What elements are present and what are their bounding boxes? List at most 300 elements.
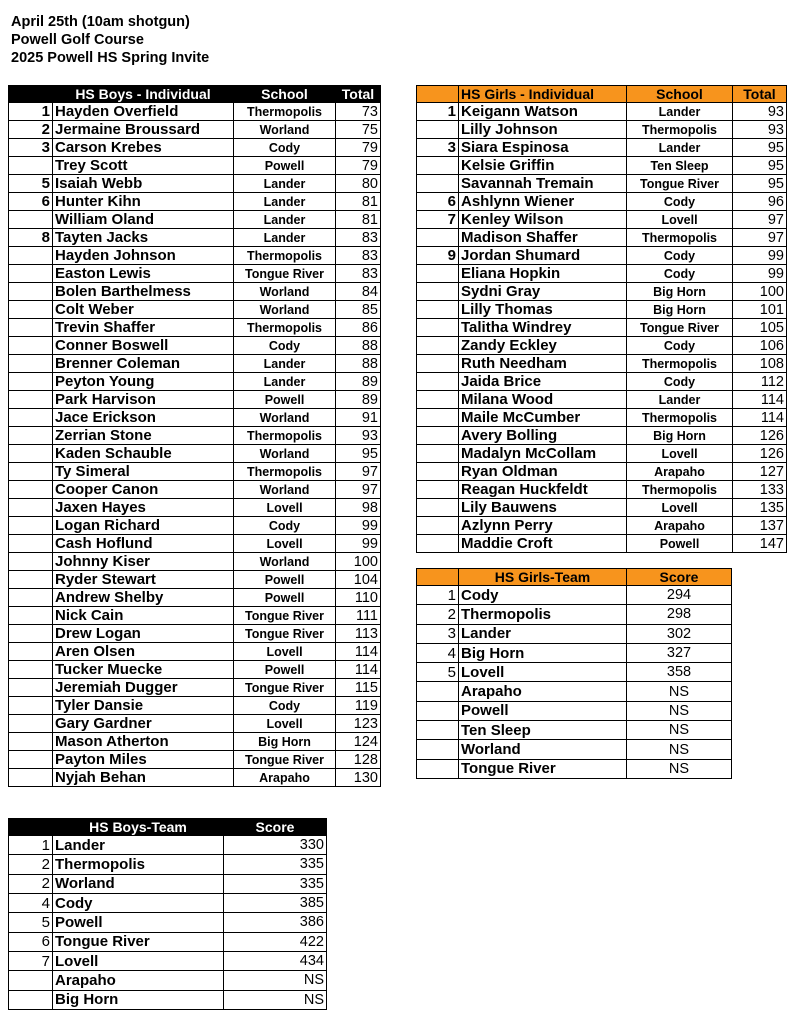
total-cell: 111 [336, 607, 381, 625]
table-row [9, 589, 381, 607]
rank-cell [417, 759, 459, 778]
total-cell: 114 [733, 391, 787, 409]
rank-cell [417, 337, 459, 355]
table-row [9, 211, 381, 229]
school-cell: Powell [234, 589, 336, 607]
table-row [9, 990, 327, 1009]
table-header-row [9, 819, 327, 836]
rank-cell: 7 [417, 211, 459, 229]
rank-cell [9, 409, 53, 427]
rank-cell [417, 391, 459, 409]
school-cell: Lovell [627, 211, 733, 229]
team-cell: Arapaho [53, 971, 224, 990]
table-row [9, 229, 381, 247]
school-cell: Lander [234, 355, 336, 373]
rank-cell [9, 553, 53, 571]
total-cell: 88 [336, 337, 381, 355]
name-cell: Ashlynn Wiener [459, 193, 627, 211]
school-cell: Big Horn [627, 283, 733, 301]
score-cell: NS [627, 701, 732, 720]
score-cell: 330 [224, 836, 327, 855]
table-row [9, 481, 381, 499]
table-row [417, 211, 787, 229]
table-row [417, 624, 732, 643]
total-cell: 95 [336, 445, 381, 463]
name-cell: Cooper Canon [53, 481, 234, 499]
table-header-row [9, 86, 381, 103]
table-row [9, 971, 327, 990]
rank-cell [9, 301, 53, 319]
total-cell: 98 [336, 499, 381, 517]
rank-cell [417, 409, 459, 427]
rank-cell [9, 589, 53, 607]
table-row [417, 463, 787, 481]
name-cell: Jace Erickson [53, 409, 234, 427]
rank-cell: 5 [417, 663, 459, 682]
rank-cell [417, 427, 459, 445]
name-cell: Andrew Shelby [53, 589, 234, 607]
table-row [417, 481, 787, 499]
rank-cell [417, 463, 459, 481]
team-cell: Powell [53, 913, 224, 932]
school-cell: Cody [234, 337, 336, 355]
name-cell: Hunter Kihn [53, 193, 234, 211]
table-row [417, 301, 787, 319]
name-cell: Madison Shaffer [459, 229, 627, 247]
score-cell: NS [224, 990, 327, 1009]
girls-individual-table [416, 85, 787, 553]
name-cell: Mason Atherton [53, 733, 234, 751]
total-cell: 86 [336, 319, 381, 337]
rank-cell: 6 [9, 193, 53, 211]
rank-cell [9, 373, 53, 391]
total-cell: 133 [733, 481, 787, 499]
table-row [9, 517, 381, 535]
rank-cell [9, 283, 53, 301]
table-row [9, 121, 381, 139]
school-cell: Lander [627, 103, 733, 121]
school-cell: Lovell [627, 445, 733, 463]
total-cell: 99 [336, 517, 381, 535]
school-cell: Tongue River [234, 625, 336, 643]
name-cell: Talitha Windrey [459, 319, 627, 337]
school-cell: Tongue River [234, 751, 336, 769]
name-cell: Payton Miles [53, 751, 234, 769]
table-row [417, 103, 787, 121]
name-cell: Carson Krebes [53, 139, 234, 157]
rank-cell: 9 [417, 247, 459, 265]
name-cell: Hayden Overfield [53, 103, 234, 121]
rank-cell [9, 971, 53, 990]
rank-cell [417, 355, 459, 373]
rank-cell: 2 [9, 855, 53, 874]
total-cell: 110 [336, 589, 381, 607]
school-header: School [234, 86, 336, 103]
school-cell: Thermopolis [627, 121, 733, 139]
table-row [9, 337, 381, 355]
rank-cell: 5 [9, 175, 53, 193]
rank-cell [417, 701, 459, 720]
school-cell: Powell [234, 157, 336, 175]
total-cell: 97 [733, 211, 787, 229]
table-row [9, 427, 381, 445]
title-header: HS Boys-Team [53, 819, 224, 836]
rank-cell [417, 283, 459, 301]
team-cell: Lander [459, 624, 627, 643]
total-cell: 104 [336, 571, 381, 589]
rank-cell [417, 499, 459, 517]
name-cell: Conner Boswell [53, 337, 234, 355]
team-cell: Lovell [459, 663, 627, 682]
rank-cell [417, 319, 459, 337]
rank-cell [9, 625, 53, 643]
school-cell: Cody [627, 265, 733, 283]
school-cell: Worland [234, 301, 336, 319]
table-row [9, 697, 381, 715]
table-row [9, 139, 381, 157]
school-cell: Cody [627, 337, 733, 355]
score-cell: 302 [627, 624, 732, 643]
school-cell: Worland [234, 283, 336, 301]
table-row [417, 193, 787, 211]
total-cell: 124 [336, 733, 381, 751]
total-cell: 93 [733, 103, 787, 121]
rank-cell [417, 121, 459, 139]
table-row [417, 535, 787, 553]
rank-cell [417, 535, 459, 553]
total-cell: 101 [733, 301, 787, 319]
rank-cell: 1 [9, 836, 53, 855]
team-cell: Lander [53, 836, 224, 855]
score-cell: 386 [224, 913, 327, 932]
table-row [417, 175, 787, 193]
rank-cell [9, 990, 53, 1009]
table-row [9, 265, 381, 283]
school-cell: Lander [234, 175, 336, 193]
rank-cell: 6 [9, 932, 53, 951]
score-cell: NS [627, 759, 732, 778]
name-cell: Park Harvison [53, 391, 234, 409]
table-row [9, 409, 381, 427]
rank-cell: 1 [9, 103, 53, 121]
rank-cell: 1 [417, 103, 459, 121]
school-cell: Big Horn [627, 427, 733, 445]
total-cell: 83 [336, 229, 381, 247]
name-cell: Savannah Tremain [459, 175, 627, 193]
total-cell: 99 [336, 535, 381, 553]
score-cell: 358 [627, 663, 732, 682]
title-header: HS Girls-Team [459, 569, 627, 586]
school-cell: Worland [234, 481, 336, 499]
rank-cell [417, 265, 459, 283]
rank-cell [9, 697, 53, 715]
name-cell: Trevin Shaffer [53, 319, 234, 337]
table-row [417, 391, 787, 409]
rank-cell [417, 517, 459, 535]
name-cell: Ryder Stewart [53, 571, 234, 589]
rank-cell [417, 481, 459, 499]
table-row [9, 553, 381, 571]
rank-cell [9, 247, 53, 265]
table-row [417, 427, 787, 445]
school-cell: Thermopolis [627, 229, 733, 247]
score-cell: NS [627, 721, 732, 740]
total-cell: 93 [733, 121, 787, 139]
total-cell: 135 [733, 499, 787, 517]
school-cell: Lander [234, 373, 336, 391]
rank-cell [417, 175, 459, 193]
school-cell: Cody [234, 697, 336, 715]
score-cell: 335 [224, 855, 327, 874]
total-cell: 130 [336, 769, 381, 787]
rank-cell [417, 229, 459, 247]
total-cell: 89 [336, 373, 381, 391]
total-cell: 79 [336, 157, 381, 175]
table-row [9, 715, 381, 733]
table-row [417, 643, 732, 662]
rank-header [9, 86, 53, 103]
total-cell: 100 [336, 553, 381, 571]
table-row [417, 121, 787, 139]
name-cell: Logan Richard [53, 517, 234, 535]
rank-cell [9, 211, 53, 229]
total-cell: 112 [733, 373, 787, 391]
rank-cell [9, 265, 53, 283]
table-row [417, 409, 787, 427]
rank-cell [9, 751, 53, 769]
table-row [417, 373, 787, 391]
table-row [9, 283, 381, 301]
school-cell: Big Horn [234, 733, 336, 751]
table-row [417, 682, 732, 701]
school-cell: Thermopolis [627, 409, 733, 427]
team-cell: Powell [459, 701, 627, 720]
total-cell: 126 [733, 427, 787, 445]
rank-cell [417, 740, 459, 759]
event-venue: Powell Golf Course [11, 32, 144, 48]
school-cell: Worland [234, 121, 336, 139]
total-cell: 100 [733, 283, 787, 301]
school-cell: Lander [627, 391, 733, 409]
school-cell: Lovell [627, 499, 733, 517]
table-row [9, 535, 381, 553]
rank-cell [417, 301, 459, 319]
total-cell: 83 [336, 265, 381, 283]
total-cell: 108 [733, 355, 787, 373]
school-cell: Powell [234, 391, 336, 409]
table-row [9, 874, 327, 893]
total-cell: 119 [336, 697, 381, 715]
school-cell: Lander [234, 193, 336, 211]
school-cell: Lovell [234, 499, 336, 517]
total-cell: 97 [336, 463, 381, 481]
total-cell: 99 [733, 247, 787, 265]
name-cell: Keigann Watson [459, 103, 627, 121]
name-cell: Ruth Needham [459, 355, 627, 373]
school-cell: Thermopolis [234, 247, 336, 265]
table-row [9, 175, 381, 193]
school-cell: Ten Sleep [627, 157, 733, 175]
name-cell: Ryan Oldman [459, 463, 627, 481]
rank-cell [417, 373, 459, 391]
name-cell: Easton Lewis [53, 265, 234, 283]
boys-individual-table [8, 85, 381, 787]
rank-cell: 2 [9, 874, 53, 893]
school-cell: Cody [627, 247, 733, 265]
table-row [417, 759, 732, 778]
table-row [9, 733, 381, 751]
rank-cell [9, 661, 53, 679]
table-row [9, 625, 381, 643]
name-cell: Maddie Croft [459, 535, 627, 553]
table-row [9, 499, 381, 517]
name-cell: Maile McCumber [459, 409, 627, 427]
rank-cell: 1 [417, 586, 459, 605]
table-row [417, 247, 787, 265]
rank-cell [9, 715, 53, 733]
school-cell: Cody [234, 517, 336, 535]
name-cell: Jordan Shumard [459, 247, 627, 265]
school-cell: Thermopolis [234, 103, 336, 121]
name-cell: Jeremiah Dugger [53, 679, 234, 697]
team-cell: Ten Sleep [459, 721, 627, 740]
school-cell: Tongue River [627, 319, 733, 337]
girls-team-table [416, 568, 732, 779]
total-cell: 73 [336, 103, 381, 121]
total-cell: 127 [733, 463, 787, 481]
name-cell: Lilly Johnson [459, 121, 627, 139]
team-cell: Lovell [53, 951, 224, 970]
total-cell: 84 [336, 283, 381, 301]
table-header-row [417, 86, 787, 103]
rank-cell [9, 157, 53, 175]
table-row [417, 157, 787, 175]
total-cell: 128 [336, 751, 381, 769]
table-row [9, 893, 327, 912]
rank-cell: 2 [9, 121, 53, 139]
total-cell: 137 [733, 517, 787, 535]
table-row [417, 355, 787, 373]
name-cell: Aren Olsen [53, 643, 234, 661]
name-cell: Madalyn McCollam [459, 445, 627, 463]
score-cell: 298 [627, 605, 732, 624]
table-row [9, 391, 381, 409]
name-cell: Drew Logan [53, 625, 234, 643]
table-row [9, 571, 381, 589]
name-cell: Johnny Kiser [53, 553, 234, 571]
name-cell: Jermaine Broussard [53, 121, 234, 139]
school-cell: Lander [627, 139, 733, 157]
school-cell: Lovell [234, 535, 336, 553]
total-cell: 83 [336, 247, 381, 265]
rank-cell [9, 319, 53, 337]
team-cell: Cody [53, 893, 224, 912]
school-cell: Tongue River [234, 265, 336, 283]
rank-cell: 4 [9, 893, 53, 912]
total-cell: 106 [733, 337, 787, 355]
name-cell: Trey Scott [53, 157, 234, 175]
score-cell: NS [627, 682, 732, 701]
rank-cell [9, 517, 53, 535]
score-header: Score [627, 569, 732, 586]
table-row [9, 951, 327, 970]
school-cell: Worland [234, 553, 336, 571]
score-cell: NS [224, 971, 327, 990]
school-cell: Thermopolis [627, 481, 733, 499]
school-cell: Cody [234, 139, 336, 157]
total-cell: 97 [336, 481, 381, 499]
school-cell: Powell [627, 535, 733, 553]
total-cell: 88 [336, 355, 381, 373]
team-cell: Worland [459, 740, 627, 759]
score-cell: 294 [627, 586, 732, 605]
team-cell: Worland [53, 874, 224, 893]
name-cell: Brenner Coleman [53, 355, 234, 373]
table-row [417, 319, 787, 337]
total-cell: 75 [336, 121, 381, 139]
table-row [9, 932, 327, 951]
rank-cell [9, 769, 53, 787]
total-cell: 81 [336, 193, 381, 211]
school-cell: Big Horn [627, 301, 733, 319]
name-cell: Tayten Jacks [53, 229, 234, 247]
name-cell: Milana Wood [459, 391, 627, 409]
total-cell: 126 [733, 445, 787, 463]
rank-cell: 6 [417, 193, 459, 211]
name-cell: Eliana Hopkin [459, 265, 627, 283]
school-cell: Arapaho [627, 517, 733, 535]
name-cell: Avery Bolling [459, 427, 627, 445]
table-row [417, 229, 787, 247]
school-cell: Worland [234, 409, 336, 427]
total-cell: 96 [733, 193, 787, 211]
table-row [9, 301, 381, 319]
total-cell: 95 [733, 139, 787, 157]
table-row [9, 247, 381, 265]
table-row [9, 157, 381, 175]
rank-cell [9, 535, 53, 553]
rank-cell [9, 391, 53, 409]
school-cell: Lovell [234, 643, 336, 661]
rank-cell [9, 571, 53, 589]
table-row [417, 740, 732, 759]
name-cell: Zandy Eckley [459, 337, 627, 355]
school-cell: Arapaho [234, 769, 336, 787]
school-cell: Arapaho [627, 463, 733, 481]
table-row [9, 913, 327, 932]
name-cell: Bolen Barthelmess [53, 283, 234, 301]
table-row [417, 445, 787, 463]
rank-cell [9, 445, 53, 463]
table-row [9, 643, 381, 661]
table-row [9, 103, 381, 121]
name-cell: Ty Simeral [53, 463, 234, 481]
total-cell: 123 [336, 715, 381, 733]
table-row [9, 445, 381, 463]
score-cell: 422 [224, 932, 327, 951]
rank-cell [417, 682, 459, 701]
name-cell: Kelsie Griffin [459, 157, 627, 175]
rank-cell [9, 733, 53, 751]
rank-cell [9, 499, 53, 517]
total-cell: 81 [336, 211, 381, 229]
school-cell: Tongue River [234, 607, 336, 625]
table-row [417, 337, 787, 355]
name-cell: Hayden Johnson [53, 247, 234, 265]
rank-cell [9, 427, 53, 445]
table-row [417, 265, 787, 283]
name-cell: Kenley Wilson [459, 211, 627, 229]
